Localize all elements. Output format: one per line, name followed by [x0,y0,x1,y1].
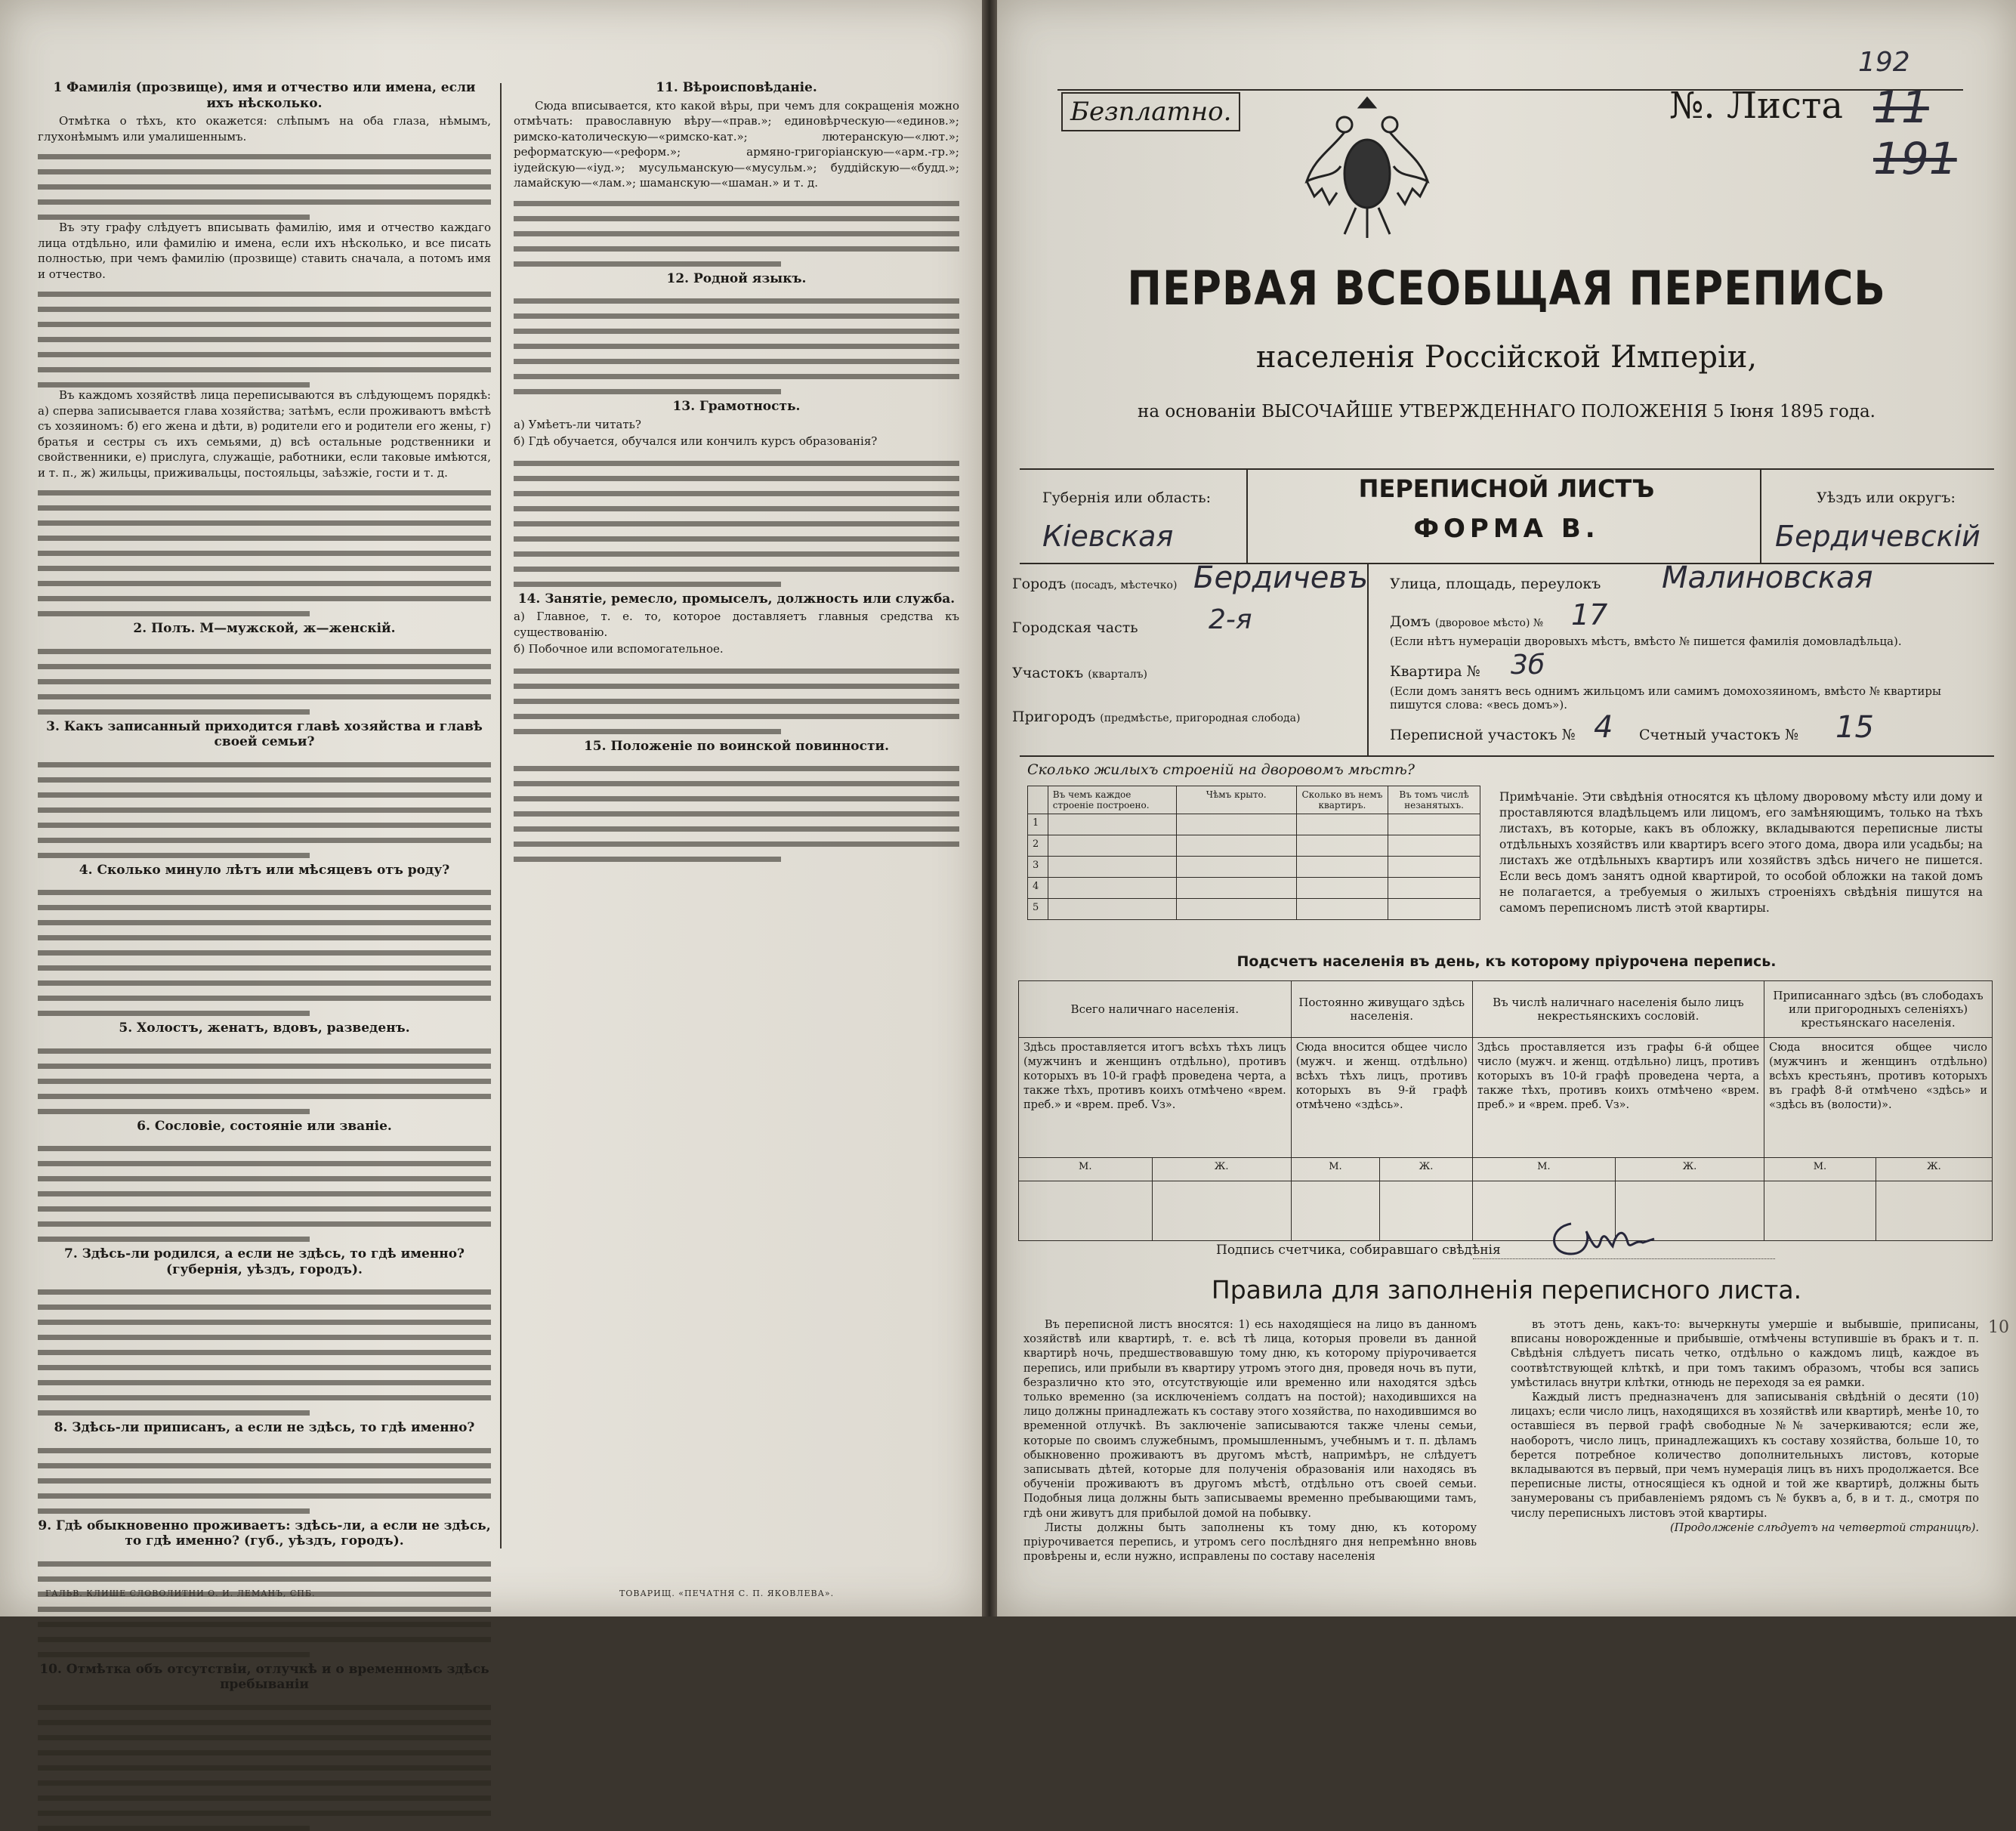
fine-print-line [38,312,491,327]
male-column: М. [1291,1158,1380,1181]
table-cell [1296,835,1388,857]
rules-paragraph: Листы должны быть заполнены къ тому дню, къ которому пріурочивается перепись, и утромъ сего послѣдняго дня непремѣнно вновь провѣрены и, если нужно, исправлены по составу населенія [1023,1521,1477,1564]
fine-print-line [38,556,491,571]
fine-print-line [38,880,491,895]
fine-print-line [38,1084,491,1099]
rules-paragraph: Каждый листъ предназначенъ для записыванія свѣдѣній о десяти (10) лицахъ; если число лицъ, находящихся въ хозяйствѣ или квартирѣ, менѣе 10, то оставшіеся въ первой графѣ свободные №№ зачеркиваются; если же, наоборотъ, число лицъ, принадлежащихъ къ составу хозяйства, больше 10, то берется потребное количество дополнительныхъ листовъ, которые вкладываются въ первый, при чемъ нумерація лицъ въ нихъ продолжается. Все переписные листы, относящіеся къ одной и той же квартирѣ, должны быть занумерованы съ прибавленіемъ рядомъ съ № буквъ а, б, в и т. д., смотря по числу переписныхъ листовъ этой квартиры. [1511,1391,1979,1520]
fine-print-line [38,1001,310,1016]
section-subtitle: б) Побочное или вспомогательное. [514,642,724,656]
fine-print-line [38,1054,491,1069]
section-subtitle: а) Главное, т. е. то, которое доставляетъ главныя средства къ существованію. [514,610,959,639]
instructions-column-2 [514,76,959,1564]
fine-print-line [38,1325,491,1340]
printer-credit-right: ТОВАРИЩ. «ПЕЧАТНЯ С. П. ЯКОВЛЕВА». [619,1589,835,1598]
apartment-label: Квартира № [1390,663,1480,680]
table-cell [1019,1181,1153,1241]
fine-print-line [38,174,491,190]
section-title: 8. Здѣсь-ли приписанъ, а если не здѣсь, то гдѣ именно? [54,1420,475,1435]
population-count-table [1018,980,1993,1241]
apartment-note: (Если домъ занятъ весь однимъ жильцомъ или самимъ домохозяиномъ, вмѣсто № квартиры пишутся слова: «весь домъ»). [1390,684,1941,712]
table-header: Въ числѣ наличнаго населенія было лицъ некрестьянскихъ сословій. [1472,981,1764,1038]
printer-credit-left: ГАЛЬВ. КЛИШЕ СЛОВОЛИТНИ О. И. ЛЕМАНЪ, СПБ. [45,1589,316,1598]
apartment-value: 3б [1511,650,1545,681]
table-cell [1291,1181,1380,1241]
address-bottom-rule [1020,755,1994,757]
table-row [1028,878,1480,899]
fine-print-line [38,1552,491,1567]
fine-print-line [38,496,491,511]
column-description: Здѣсь проставляется изъ графы 6-й общее число (мужч. и женщ. отдѣльно) лицъ, противъ которыхъ въ 10-й графѣ проведена черта, а также тѣхъ, противъ коихъ отмѣчено «врем. преб.» и «врем. преб. Vз». [1472,1038,1764,1158]
fine-print-line [38,1468,491,1484]
fine-print-line [38,1801,491,1816]
female-column: Ж. [1380,1158,1473,1181]
fine-print-line [38,1227,310,1242]
house-value: 17 [1571,598,1608,631]
instruction-paragraph: Отмѣтка о тѣхъ, кто окажется: слѣпымъ на оба глаза, нѣмымъ, глухонѣмымъ или умалишеннымъ. [38,114,491,144]
column-description: Сюда вносится общее число (мужч. и женщ. отдѣльно) всѣхъ тѣхъ лицъ, противъ которыхъ въ 9-й графѣ отмѣчено «здѣсь». [1291,1038,1472,1158]
free-stamp: Безплатно. [1061,92,1240,131]
fine-print-line [38,1212,491,1227]
fine-print-line [38,669,491,684]
gubernia-label: Губернія или область: [1042,489,1211,506]
population-count-title: Подсчетъ населенія въ день, къ которому пріурочена перепись. [1236,953,1777,970]
section-title: 12. Родной языкъ. [666,270,807,286]
male-column: М. [1019,1158,1153,1181]
fine-print-line [514,704,959,719]
city-value: Бердичевъ [1193,560,1369,595]
table-cell [1176,835,1296,857]
fine-print-line [38,1136,491,1151]
book-gutter [982,0,997,1616]
table-cell [1296,878,1388,899]
fine-print-block [38,282,491,388]
table-cell [1176,857,1296,878]
fine-print-line [514,786,959,801]
uezd-label: Уѣздъ или округъ: [1817,489,1956,506]
table-header: Чѣмъ крыто. [1176,786,1296,814]
sheet-number-label: №. Листа [1669,85,1844,127]
fine-print-line [38,654,491,669]
fine-print-line [514,511,959,526]
table-cell [1176,899,1296,920]
column-description: Сюда вносится общее число (мужчинъ и женщинъ отдѣльно) всѣхъ крестьянъ, противъ которыхъ въ графѣ 8-й отмѣчено «здѣсь» и «здѣсь въ (волости)». [1764,1038,1993,1158]
section-title: 10. Отмѣтка объ отсутствіи, отлучкѣ и о временномъ здѣсь пребываніи [39,1661,489,1692]
row-number: 1 [1028,814,1048,835]
section-title: 1 Фамилія (прозвище), имя и отчество или имена, если ихъ нѣсколько. [53,80,476,111]
fine-print-line [38,1816,310,1831]
fine-print-line [38,1627,491,1642]
fine-print-line [514,526,959,542]
rules-paragraph: Въ переписной листъ вносятся: 1) есь находящіеся на лицо въ данномъ хозяйствѣ или квартирѣ, т. е. всѣ тѣ лица, которыя провели въ данной квартирѣ ночь, предшествовавшую тому дню, къ которому пріурочивается перепись, или прибыли въ квартиру утромъ этого дня, проведя ночь въ пути, безразлично кто это, отсутствующіе или временно или находятся здѣсь только временно (за исключеніемъ солдатъ на постой); находившихся на лицо должны принадлежать къ составу этого хозяйства, по находившимся во временной отлучкѣ. Въ заключеніе записываются также члены семьи, которые по своимъ служебнымъ, промышленнымъ, учебнымъ и т. п. дѣламъ обыкновенно проживаютъ въ другомъ мѣстѣ, напримѣръ, не слѣдуетъ записывать дѣтей, которые для полученія образованія или находясь въ обученіи проживаютъ въ другомъ мѣстѣ, отдѣльно отъ своей семьи. Подобныя лица должны быть записываемы временно пребывающими тамъ, гдѣ они живутъ для прибылой домой на побывку. [1023,1319,1477,1520]
instruction-paragraph: Въ эту графу слѣдуетъ вписывать фамилію, имя и отчество каждаго лица отдѣльно, или фамилію и имена, если ихъ нѣсколько, и все писать полностью, при чемъ фамилію (прозвище) ставить сначала, а потомъ имя и отчество. [38,221,491,281]
table-row [1028,786,1480,814]
house-note: (Если нѣтъ нумераціи дворовыхъ мѣстъ, вмѣсто № пишется фамилія домовладѣльца). [1390,635,1902,648]
table-row [1028,835,1480,857]
fine-print-line [38,699,310,715]
rules-column-1 [1023,1318,1477,1564]
section-title: 9. Гдѣ обыкновенно проживаетъ: здѣсь-ли, а если не здѣсь, то гдѣ именно? (губ., уѣздъ, городъ). [38,1518,491,1548]
section-title: 11. Вѣроисповѣданіе. [656,80,817,95]
fine-print-line [38,1740,491,1755]
fine-print-line [38,1310,491,1325]
fine-print-line [38,767,491,783]
fine-print-line [38,1597,491,1612]
fine-print-line [38,1453,491,1468]
fine-print-line [38,956,491,971]
rules-paragraph: въ этотъ день, какъ-то: вычеркнуты умершіе и выбывшіе, приписаны, вписаны новорожденные и прибывшіе, отмѣчены вступившіе въ бракъ и т. п. Свѣдѣнія слѣдуетъ писать четко, отдѣльно о каждомъ лицѣ, каждое въ соотвѣтствующей клѣткѣ, и при томъ такимъ образомъ, чтобы вся запись умѣстилась внутри клѣтки, отнюдь не переходя за ея рамки. [1511,1319,1979,1389]
table-cell [1388,899,1480,920]
fine-print-line [38,1166,491,1181]
fine-print-block [38,480,491,616]
table-cell [1388,857,1480,878]
fine-print-line [38,1039,491,1054]
fine-print-line [514,334,959,349]
table-row [1019,981,1993,1038]
fine-print-line [38,327,491,342]
fine-print-line [38,1786,491,1801]
fine-print-line [38,1355,491,1370]
fine-print-line [38,1370,491,1385]
fine-print-line [38,190,491,205]
right-page [997,0,2016,1616]
female-column: Ж. [1615,1158,1764,1181]
decree-line: на основаніи ВЫСОЧАЙШЕ УТВЕРЖДЕННАГО ПОЛОЖЕНІЯ 5 Іюня 1895 года. [1138,402,1876,421]
fine-print-line [38,1196,491,1212]
fine-print-line [38,843,310,858]
fine-print-block [38,144,491,220]
fine-print-line [38,1695,491,1710]
fine-print-line [38,282,491,297]
male-column: М. [1472,1158,1615,1181]
buildings-note: Примѣчаніе. Эти свѣдѣнія относятся къ цѣлому дворовому мѣсту или дому и проставляются владѣльцемъ или лицомъ, его замѣняющимъ, только на тѣхъ листахъ, въ которые, какъ въ обложку, вкладываются переписные листы отдѣльныхъ хозяйствъ или квартиръ всего этого дома, двора или усадьбы; на листахъ же отдѣльныхъ квартиръ или хозяйствъ здѣсь ничего не пишется. Если весь домъ занятъ одной квартирой, то особой обложки на такой домъ не полагается, а требуемыя о жилыхъ строеніяхъ свѣдѣнія пишутся на самомъ переписномъ листѣ этой квартиры. [1499,790,1983,915]
table-cell [1048,814,1176,835]
fine-print-line [514,542,959,557]
section-title: 6. Сословіе, состояніе или званіе. [137,1118,392,1134]
street-value: Малиновская [1662,560,1873,595]
fine-print-line [38,205,310,220]
fine-print-line [514,304,959,319]
fine-print-line [38,159,491,174]
fine-print-line [38,541,491,556]
uezd-value: Бердичевскій [1775,520,1980,553]
fine-print-line [38,1725,491,1740]
fine-print-line [38,1151,491,1166]
fine-print-line [514,364,959,379]
fine-print-line [514,236,959,252]
table-row [1028,899,1480,920]
section-title: 5. Холостъ, женатъ, вдовъ, разведенъ. [119,1020,410,1036]
section-subtitle: а) Умѣетъ-ли читать? [514,417,641,431]
fine-print-line [38,813,491,828]
fine-print-line [38,783,491,798]
section-title: 15. Положеніе по воинской повинности. [583,738,890,754]
sheet-number-handwritten [1873,82,2016,184]
fine-print-block [38,1552,491,1657]
fine-print-line [38,752,491,767]
male-column: М. [1764,1158,1876,1181]
house-label-sub: (дворовое мѣсто) № [1434,617,1544,629]
table-header: Въ чемъ каждое строеніе построено. [1048,786,1176,814]
fine-print-line [38,357,491,372]
table-cell [1296,899,1388,920]
row-number: 4 [1028,878,1048,899]
fine-print-block [38,1438,491,1514]
fine-print-line [38,1484,491,1499]
prigorod-label-sub: (предмѣстье, пригородная слобода) [1100,712,1301,724]
fine-print-line [38,910,491,925]
form-letter: ФОРМА В. [1413,514,1600,544]
fine-print-line [38,639,491,654]
street-label: Улица, площадь, переулокъ [1390,576,1601,592]
fine-print-line [38,1755,491,1771]
table-cell [1876,1181,1992,1241]
table-cell [1388,878,1480,899]
table-cell [1296,814,1388,835]
census-district-value: 4 [1594,710,1613,745]
fine-print-line [514,801,959,817]
city-label-sub: (посадъ, мѣстечко) [1070,579,1178,591]
column-description: Здѣсь проставляется итогъ всѣхъ тѣхъ лицъ (мужчинъ и женщинъ отдѣльно), противъ которыхъ въ 10-й графѣ проведена черта, а также тѣхъ, противъ коихъ отмѣчено «врем. преб.» и «врем. преб. Vз». [1019,1038,1292,1158]
fine-print-block [514,451,959,587]
fine-print-line [38,1642,310,1657]
row-number: 2 [1028,835,1048,857]
fine-print-line [38,586,491,601]
buildings-question: Сколько жилыхъ строеній на дворовомъ мѣстѣ? [1027,761,1415,778]
fine-print-line [38,1771,491,1786]
table-header: Постоянно живущаго здѣсь населенія. [1291,981,1472,1038]
fine-print-line [38,372,310,388]
section-title: 14. Занятіе, ремесло, промыселъ, должность или служба. [517,591,956,607]
fine-print-line [38,1499,310,1514]
female-column: Ж. [1152,1158,1291,1181]
table-cell [1048,899,1176,920]
counting-district-label: Счетный участокъ № [1639,727,1798,743]
row-number: 5 [1028,899,1048,920]
uchastok-label-sub: (кварталъ) [1088,668,1147,681]
fine-print-line [38,1295,491,1310]
instruction-paragraph: Сюда вписывается, кто какой вѣры, при чемъ для сокращенія можно отмѣчать: православную вѣру—«прав.»; единовѣрческую—«единов.»; римско-католическую—«римско-кат.»; лютеранскую—«лют.»; реформатскую—«реформ.»; армяно-григоріанскую—«арм.-гр.»; іудейскую—«іуд.»; мусульманскую—«мусульм.»; буддійскую—«будд.»; ламайскую—«лам.»; шаманскую—«шаман.» и т. д. [514,98,959,190]
buildings-table [1027,786,1480,920]
table-cell [1764,1181,1876,1241]
fine-print-line [514,832,959,847]
table-cell [1048,857,1176,878]
fine-print-line [38,1340,491,1355]
fine-print-line [514,659,959,674]
table-row [1019,1038,1993,1158]
fine-print-line [514,674,959,689]
table-cell [1380,1181,1473,1241]
section-title: 7. Здѣсь-ли родился, а если не здѣсь, то гдѣ именно? (губернія, уѣздъ, городъ). [63,1246,465,1277]
section-title: 2. Полъ. М—мужской, ж—женскій. [133,621,396,636]
table-row [1028,814,1480,835]
section-title: 4. Сколько минуло лѣтъ или мѣсяцевъ отъ роду? [79,862,450,878]
sheet-number-handwritten-top: 192 [1858,47,1910,78]
fine-print-block [38,1039,491,1114]
female-column: Ж. [1876,1158,1992,1181]
census-district-label: Переписной участокъ № [1390,727,1576,743]
fine-print-line [514,496,959,511]
fine-print-line [514,252,781,267]
fine-print-line [38,1400,310,1416]
sheet-number-new: 191 [1873,133,1957,184]
table-row [1028,857,1480,878]
fine-print-line [38,571,491,586]
fine-print-line [514,451,959,466]
fine-print-block [514,289,959,394]
left-page [0,0,982,1692]
handwritten-signature-icon [1541,1209,1662,1269]
city-label [1012,576,1177,592]
table-cell [1176,814,1296,835]
fine-print-line [514,289,959,304]
fine-print-line [38,798,491,813]
city-part-label: Городская часть [1012,619,1138,636]
fine-print-line [38,1069,491,1084]
table-cell [1176,878,1296,899]
fine-print-line [38,986,491,1001]
fine-print-block [514,659,959,734]
fine-print-line [38,144,491,159]
city-label-text: Городъ [1012,576,1067,592]
section-title: 3. Какъ записанный приходится главѣ хозяйства и главѣ своей семьи? [46,718,483,749]
fine-print-line [38,684,491,699]
row-number: 3 [1028,857,1048,878]
fine-print-line [514,847,781,862]
fine-print-line [514,572,781,587]
table-row [1019,1181,1993,1241]
fine-print-line [38,297,491,312]
fine-print-line [38,895,491,910]
fine-print-line [514,719,781,734]
rules-column-2 [1511,1318,1979,1536]
enumerator-signature-label: Подпись счетчика, собиравшаго свѣдѣнія [1216,1243,1501,1258]
fine-print-line [38,1612,491,1627]
fine-print-line [514,191,959,206]
table-header: Въ томъ числѣ незанятыхъ. [1388,786,1480,814]
table-cell [1388,814,1480,835]
table-cell [1152,1181,1291,1241]
section-subtitle: б) Гдѣ обучается, обучался или кончилъ курсъ образованія? [514,434,878,448]
fine-print-block [38,1136,491,1242]
fine-print-line [38,828,491,843]
uchastok-label-text: Участокъ [1012,665,1084,681]
fine-print-line [38,480,491,496]
gubernia-value: Кіевская [1042,520,1174,553]
city-part-value: 2-я [1209,604,1252,635]
fine-print-block [38,752,491,858]
fine-print-line [38,1280,491,1295]
house-label-text: Домъ [1390,613,1431,630]
fine-print-line [514,771,959,786]
fine-print-line [38,940,491,956]
table-header: Всего наличнаго населенія. [1019,981,1292,1038]
fine-print-line [38,601,310,616]
fine-print-line [514,481,959,496]
fine-print-block [38,639,491,715]
instruction-paragraph: Въ каждомъ хозяйствѣ лица переписываются въ слѣдующемъ порядкѣ: а) сперва записывается глава хозяйства; затѣмъ, если проживаютъ вмѣстѣ съ хозяиномъ: б) его жена и дѣти, в) родители его и родители его жены, г) братья и сестры съ ихъ семьями, д) всѣ остальные родственники и свойственники, е) прислуга, служащіе, работники, если таковые имѣются, и т. п., ж) жильцы, приживальцы, постояльцы, заѣзжіе, гости и т. д. [38,388,491,480]
fine-print-block [514,756,959,862]
house-label [1390,613,1543,630]
fine-print-line [38,1710,491,1725]
rules-title: Правила для заполненія переписного листа. [1211,1275,1802,1305]
fine-print-line [514,319,959,334]
fine-print-block [38,1280,491,1416]
section-title: 13. Грамотность. [672,399,801,414]
fine-print-line [514,689,959,704]
fine-print-line [38,1099,310,1114]
fine-print-line [514,756,959,771]
fine-print-line [514,557,959,572]
fine-print-line [38,342,491,357]
table-header: Приписаннаго здѣсь (въ слободахъ или пригородныхъ селеніяхъ) крестьянскаго населенія. [1764,981,1993,1038]
fine-print-line [514,466,959,481]
table-cell [1296,857,1388,878]
fine-print-line [514,379,781,394]
side-number: 10 [1988,1318,2009,1337]
table-row [1019,1158,1993,1181]
fine-print-line [514,221,959,236]
table-header: Сколько въ немъ квартиръ. [1296,786,1388,814]
uchastok-label [1012,665,1147,681]
census-title: ПЕРВАЯ ВСЕОБЩАЯ ПЕРЕПИСЬ [1127,261,1886,316]
fine-print-line [38,971,491,986]
table-cell [1388,835,1480,857]
fine-print-line [38,511,491,526]
column-divider [500,83,502,1548]
fine-print-block [38,880,491,1016]
fine-print-line [514,206,959,221]
fine-print-line [38,1438,491,1453]
fine-print-line [38,1567,491,1582]
sheet-number-old: 11 [1873,82,1929,133]
fine-print-line [38,1385,491,1400]
fine-print-line [38,925,491,940]
table-cell [1028,786,1048,814]
fine-print-line [38,1181,491,1196]
counting-district-value: 15 [1835,710,1874,745]
double-headed-eagle-icon [1299,83,1435,242]
form-header-rule [1020,468,1994,470]
fine-print-block [38,1695,491,1831]
fine-print-line [514,817,959,832]
table-cell [1048,878,1176,899]
fine-print-line [514,349,959,364]
rules-continuation: (Продолженіе слѣдуетъ на четвертой страницѣ). [1669,1521,1979,1534]
fine-print-line [38,526,491,541]
prigorod-label [1012,709,1300,725]
prigorod-label-text: Пригородъ [1012,709,1096,725]
fine-print-block [514,191,959,267]
table-cell [1048,835,1176,857]
form-title: ПЕРЕПИСНОЙ ЛИСТЪ [1358,474,1655,503]
census-subtitle: населенія Россійской Имперіи, [1255,340,1758,375]
